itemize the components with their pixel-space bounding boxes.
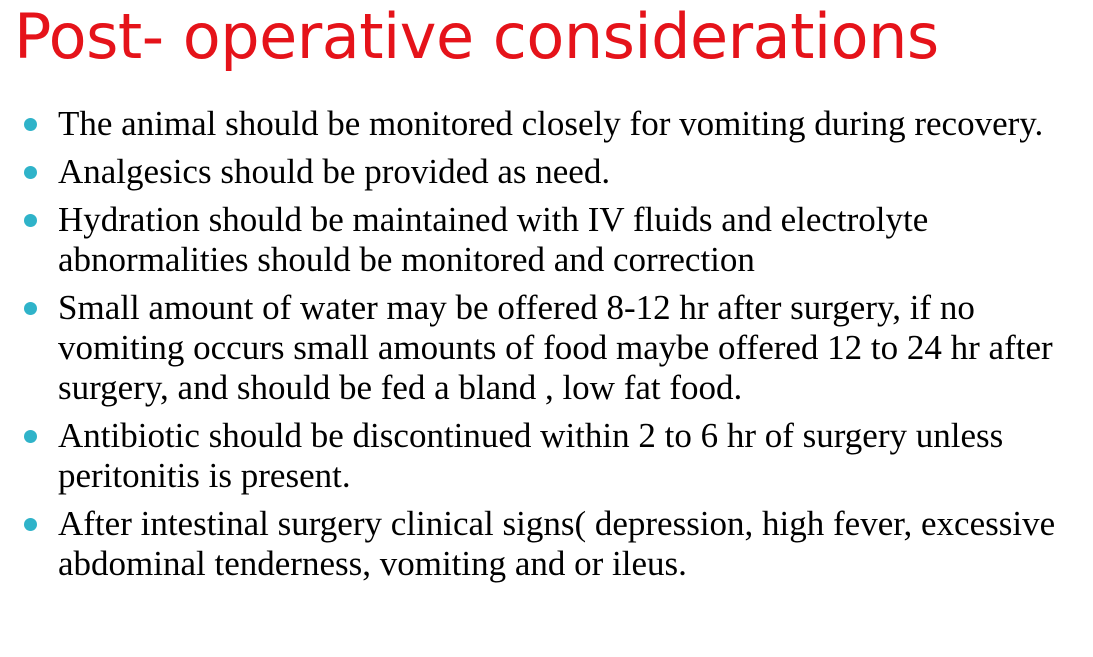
bullet-item: [18, 152, 1088, 192]
bullet-item: [18, 200, 1088, 280]
bullet-text: After intestinal surgery clinical signs( depression, high fever, excessive abdominal tenderness, vomiting and or ileus.: [58, 504, 1056, 583]
bullet-list: [18, 104, 1088, 592]
bullet-text: Antibiotic should be discontinued within 2 to 6 hr of surgery unless peritonitis is present.: [58, 416, 1004, 495]
bullet-text: Small amount of water may be offered 8-12 hr after surgery, if no vomiting occurs small amounts of food maybe offered 12 to 24 hr after surgery, and should be fed a bland , low fat food.: [58, 288, 1053, 407]
bullet-dot-icon: [24, 430, 37, 443]
bullet-item: [18, 504, 1088, 584]
bullet-text: The animal should be monitored closely for vomiting during recovery.: [58, 104, 1044, 143]
bullet-item: [18, 104, 1088, 144]
slide-title: Post- operative considerations: [14, 0, 939, 73]
bullet-dot-icon: [24, 518, 37, 531]
bullet-dot-icon: [24, 214, 37, 227]
bullet-dot-icon: [24, 302, 37, 315]
bullet-dot-icon: [24, 166, 37, 179]
bullet-item: [18, 288, 1088, 408]
bullet-text: Analgesics should be provided as need.: [58, 152, 611, 191]
bullet-item: [18, 416, 1088, 496]
bullet-dot-icon: [24, 118, 37, 131]
bullet-text: Hydration should be maintained with IV fluids and electrolyte abnormalities should be monitored and correction: [58, 200, 929, 279]
